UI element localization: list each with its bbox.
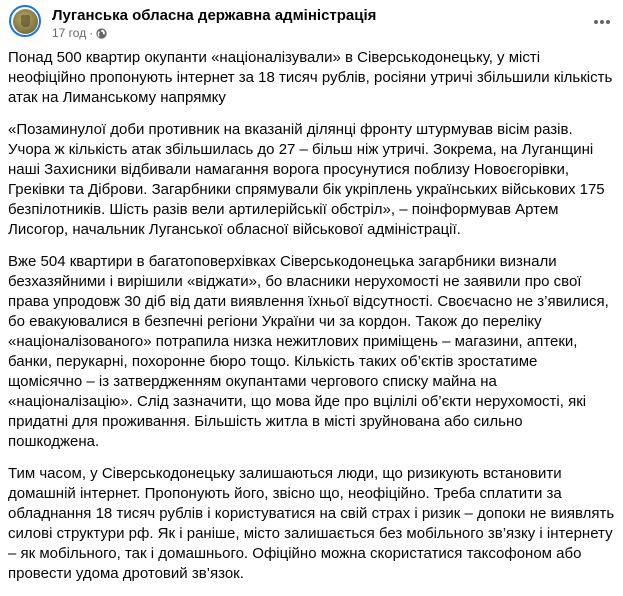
more-options-icon (594, 20, 598, 24)
post-paragraph-quote: «Позаминулої доби противник на вказаній ділянці фронту штурмував вісім разів. Учора ж кількість атак збільшилась до 27 – більш ніж утричі. Зокрема, на Луганщині наші Захисники відбивали намагання ворога просунутися поблизу Новоєгорівки, Греківки та Діброви. Загарбники спрямували бік укріплень українських військових 175 безпілотників. Шість разів вели артилерійськії обстріл», – поінформував Артем Лисогор, начальник Луганської обласної військової адміністрації. (8, 121, 605, 238)
post-body (8, 48, 615, 596)
post-header (0, 0, 623, 40)
post-timestamp[interactable]: 17 год (52, 26, 87, 40)
more-options-button[interactable] (590, 12, 614, 32)
page-avatar[interactable] (9, 5, 41, 37)
post-meta (52, 26, 107, 40)
more-dot (606, 20, 610, 24)
post-paragraph-lead: Понад 500 квартир окупанти «націоналізували» в Сіверськодонецьку, у місті неофіційно пропонують інтернет за 18 тисяч рублів, росіяни утричі збільшили кількість атак на Лиманському напрямку (8, 49, 613, 106)
post-paragraph-apartments: Вже 504 квартири в багатоповерхівках Сіверськодонецька загарбники визнали безхазяйними і вирішили «віджати», бо власники нерухомості не заявили про свої права упродовж 30 діб від дати виявлення їхньої відсутності. Своєчасно не з’явилися, бо евакуювалися в безпечні регіони України чи за кордон. Також до переліку «націоналізованого» потрапила низка нежитлових приміщень – магазини, аптеки, банки, перукарні, похоронне бюро тощо. Кількість таких об’єктів зростатиме щомісячно – із затвердженням окупантами чергового списку майна на «націоналізацію». Слід зазначити, що мова йде про вцілілі об’єкти нерухомості, які придатні для проживання. Більшість житла в місті зруйнована або сильно пошкоджена. (8, 253, 609, 450)
coat-of-arms-icon (13, 9, 38, 34)
more-dot (600, 20, 604, 24)
post-paragraph-internet: Тим часом, у Сіверськодонецьку залишаються люди, що ризикують встановити домашній інтернет. Пропонують його, звісно що, неофіційно. Треба сплатити за обладнання 18 тисяч рублів і користуватися на свій страх і ризик – допоки не виявлять силові структури рф. Як і раніше, місто залишається без мобільного зв’язку і інтернету – як мобільного, так і домашнього. Офіційно можна скористатися таксофоном або провести удома дротовий зв’язок. (8, 465, 615, 582)
meta-separator: · (89, 26, 94, 40)
page-name-link[interactable]: Луганська обласна державна адміністрація (52, 7, 377, 24)
globe-icon (96, 28, 107, 39)
